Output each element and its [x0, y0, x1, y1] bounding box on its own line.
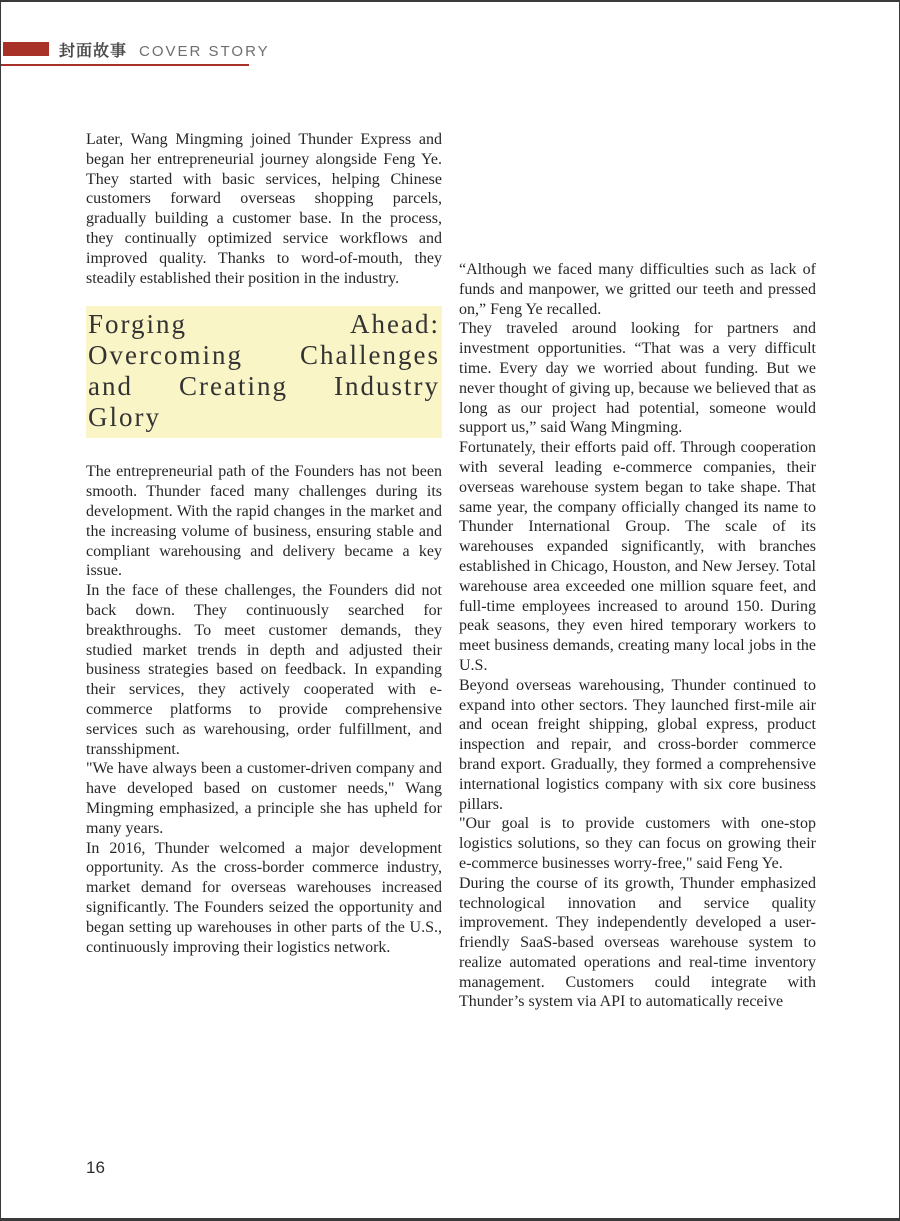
paragraph: "We have always been a customer-driven company and have developed based on customer needs," Wang Mingming emphasized, a principle she has upheld for many years.	[86, 760, 442, 837]
paragraph: In 2016, Thunder welcomed a major development opportunity. As the cross-border commerce industry, market demand for overseas warehouses increased significantly. The Founders seized the opportunity and began setting up warehouses in other parts of the U.S., continuously improving their logistics network.	[86, 839, 442, 956]
header-rule-divider	[1, 64, 249, 66]
paragraph: The entrepreneurial path of the Founders has not been smooth. Thunder faced many challenges during its development. With the rapid changes in the market and the increasing volume of business, ensuring stable and compliant warehousing and delivery became a key issue.	[86, 463, 442, 580]
paragraph: "Our goal is to provide customers with one-stop logistics solutions, so they can focus on growing their e-commerce businesses worry-free," said Feng Ye.	[459, 815, 816, 872]
section-labels	[59, 38, 270, 61]
paragraph: “Although we faced many difficulties such as lack of funds and manpower, we gritted our teeth and pressed on,” Feng Ye recalled.	[459, 261, 816, 318]
page-number: 16	[86, 1158, 105, 1177]
paragraph: During the course of its growth, Thunder emphasized technological innovation and service quality improvement. They independently developed a user-friendly SaaS-based overseas warehouse system to realize automated operations and real-time inventory management. Customers could integrate with Thunder’s system via API to automatically receive	[459, 874, 816, 1011]
section-heading: Forging Ahead: Overcoming Challenges and Creating Industry Glory	[86, 306, 442, 438]
section-label-chinese: 封面故事	[59, 43, 128, 60]
page-header	[1, 2, 899, 72]
paragraph: Later, Wang Mingming joined Thunder Express and began her entrepreneurial journey alongside Feng Ye. They started with basic services, helping Chinese customers forward overseas shopping parcels, gradually building a customer base. In the process, they continually optimized service workflows and improved quality. Thanks to word-of-mouth, they steadily established their position in the industry.	[86, 131, 442, 287]
left-column	[86, 130, 442, 957]
paragraph: They traveled around looking for partners and investment opportunities. “That was a very difficult time. Every day we worried about funding. But we never thought of giving up, because we believed that as long as our project had potential, someone would support us,” said Wang Mingming.	[459, 320, 816, 437]
section-label-english: COVER STORY	[139, 43, 270, 60]
paragraph: Beyond overseas warehousing, Thunder continued to expand into other sectors. They launched first-mile air and ocean freight shipping, global express, product inspection and repair, and cross-border commerce brand export. Gradually, they formed a comprehensive international logistics company with six core business pillars.	[459, 676, 816, 813]
paragraph: In the face of these challenges, the Founders did not back down. They continuously searched for breakthroughs. To meet customer demands, they studied market trends in depth and adjusted their business strategies based on feedback. In expanding their services, they actively cooperated with e-commerce platforms to provide comprehensive services such as warehousing, order fulfillment, and transshipment.	[86, 582, 442, 758]
red-section-marker	[3, 42, 49, 56]
right-column	[459, 260, 816, 1012]
paragraph: Fortunately, their efforts paid off. Through cooperation with several leading e-commerce companies, their overseas warehouse system began to take shape. That same year, the company officially changed its name to Thunder International Group. The scale of its warehouses expanded significantly, with branches established in Chicago, Houston, and New Jersey. Total warehouse area exceeded one million square feet, and full-time employees increased to around 150. During peak seasons, they even hired temporary workers to meet business demands, creating many local jobs in the U.S.	[459, 439, 816, 674]
